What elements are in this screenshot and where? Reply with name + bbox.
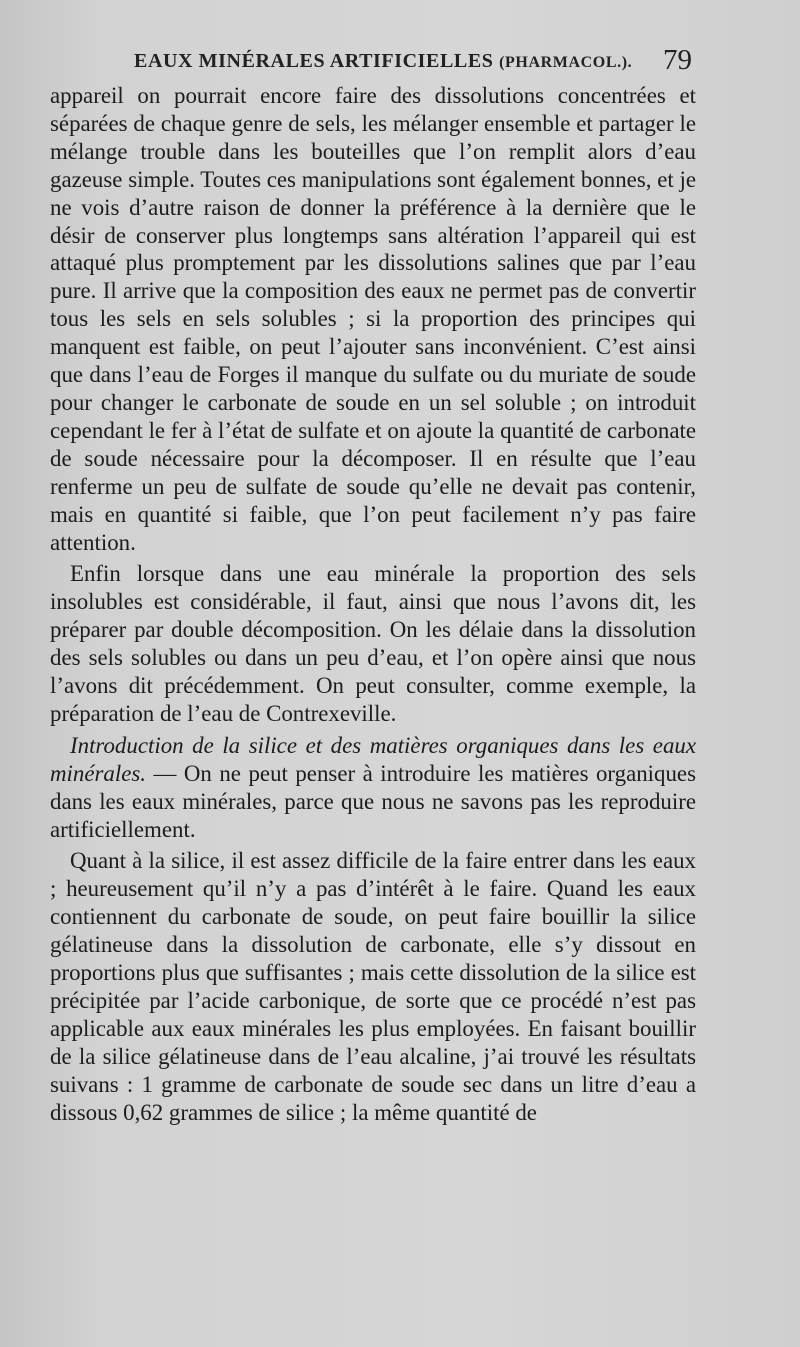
- section-silica-organic: [50, 732, 696, 844]
- section-heading: Introduction de la silice et des matières organiques dans les eaux minérales.: [50, 732, 696, 786]
- running-title: [134, 50, 632, 73]
- page-number: 79: [663, 44, 692, 76]
- paragraph-continued: appareil on pourrait encore faire des dissolutions concentrées et séparées de chaque genre de sels, les mélanger ensemble et partager le mélange trouble dans les bouteilles que l’on remplit alors d’eau gazeuse simple. Toutes ces manipulations sont également bonnes, et je ne vois d’autre raison de donner la préférence à la dernière que le désir de conserver plus longtemps sans altération l’appareil qui est attaqué plus promptement par les dissolutions salines que par l’eau pure. Il arrive que la composition des eaux ne permet pas de convertir tous les sels en sels solubles ; si la proportion des principes qui manquent est faible, on peut l’ajouter sans inconvénient. C’est ainsi que dans l’eau de Forges il manque du sulfate ou du muriate de soude pour changer le carbonate de soude en un sel soluble ; on introduit cependant le fer à l’état de sulfate et on ajoute la quantité de carbonate de soude nécessaire pour la décomposer. Il en résulte que l’eau renferme un peu de sulfate de soude qu’elle ne devait pas contenir, mais en quantité si faible, que l’on peut facilement n’y pas faire attention.: [50, 83, 696, 555]
- running-title-text: EAUX MINÉRALES ARTIFICIELLES: [134, 50, 494, 72]
- section-text: On ne peut penser à introduire les matières organiques dans les eaux minérales, parce que nous ne savons pas les reproduire artificiellement.: [50, 760, 696, 842]
- running-title-suffix: (PHARMACOL.).: [499, 54, 633, 71]
- page-body: [50, 82, 696, 1127]
- section-dash: —: [146, 760, 184, 786]
- running-header: [48, 44, 698, 80]
- paragraph-silica: Quant à la silice, il est assez difficile de la faire entrer dans les eaux ; heureusement qu’il n’y a pas d’intérêt à le faire. Quand les eaux contiennent du carbonate de soude, on peut faire bouillir la silice gélatineuse dans la dissolution de carbonate, elle s’y dissout en proportions plus que suffisantes ; mais cette dissolution de la silice est précipitée par l’acide carbonique, de sorte que ce procédé n’est pas applicable aux eaux minérales les plus employées. En faisant bouillir de la silice gélatineuse dans de l’eau alcaline, j’ai trouvé les résultats suivans : 1 gramme de carbonate de soude sec dans un litre d’eau a dissous 0,62 grammes de silice ; la même quantité de: [50, 848, 696, 1125]
- paragraph-insoluble-salts: Enfin lorsque dans une eau minérale la proportion des sels insolubles est considérable, il faut, ainsi que nous l’avons dit, les préparer par double décomposition. On les délaie dans la dissolution des sels solubles ou dans un peu d’eau, et l’on opère ainsi que nous l’avons dit précédemment. On peut consulter, comme exemple, la préparation de l’eau de Contrexeville.: [50, 561, 696, 726]
